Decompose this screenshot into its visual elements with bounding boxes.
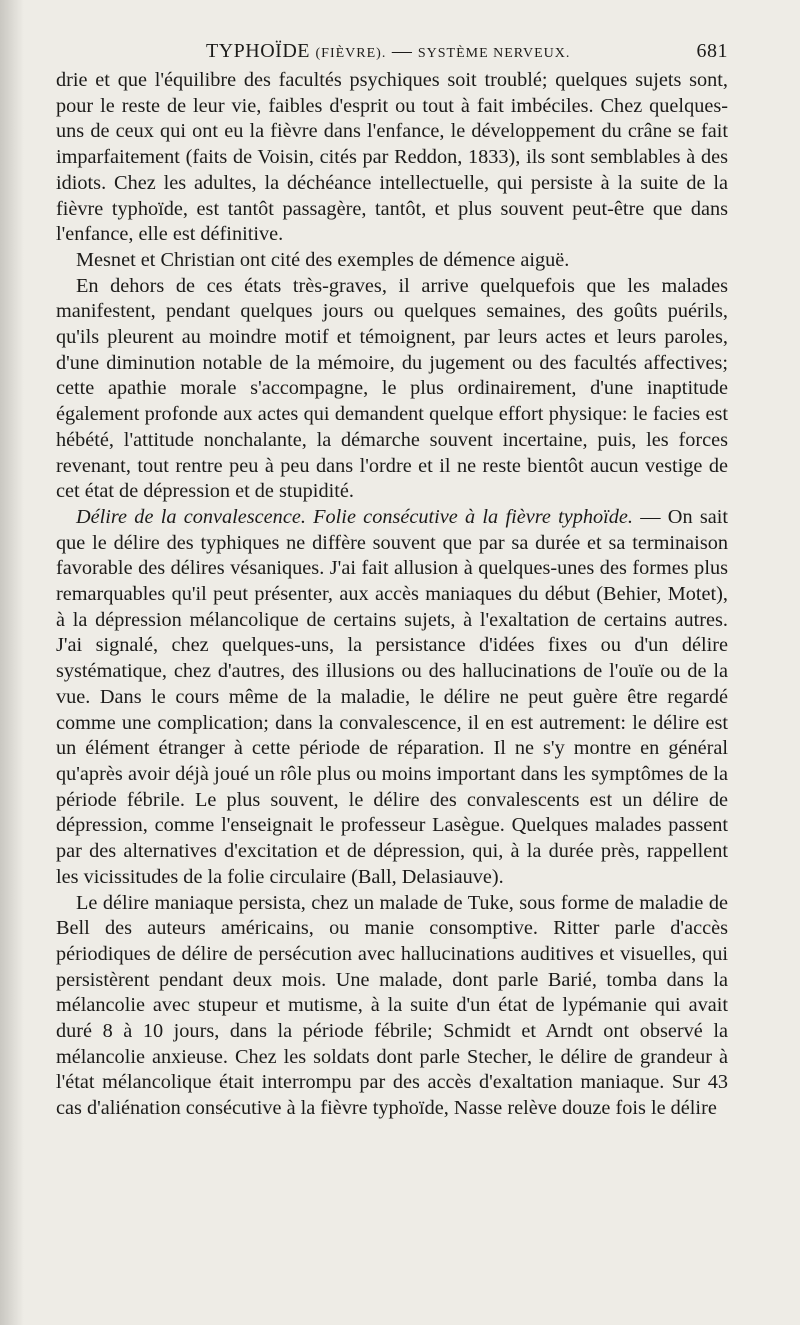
page-gutter-shadow [0,0,24,1325]
paragraph-continued: drie et que l'équilibre des facultés psychiques soit troublé; quelques sujets sont, pour le reste de leur vie, faibles d'esprit ou tout à fait imbéciles. Chez quelques-uns de ceux qui ont eu la fièvre dans l'enfance, le développement du crâne se fait imparfaitement (faits de Voisin, cités par Reddon, 1833), ils sont semblables à des idiots. Chez les adultes, la déchéance intellectuelle, qui persiste à la suite de la fièvre typhoïde, est tantôt passagère, tantôt, et plus souvent peut-être que dans l'enfance, elle est définitive. [56,69,728,246]
running-title-paren: (FIÈVRE). [315,46,387,61]
running-title [206,40,570,63]
running-title-main: TYPHOÏDE [206,40,310,62]
running-header [56,38,728,68]
paragraph-with-heading [56,505,728,891]
paragraph: Mesnet et Christian ont cité des exemples de démence aiguë. [76,248,570,271]
running-title-section: SYSTÈME NERVEUX. [417,46,571,61]
section-heading: Délire de la convalescence. Folie consécutive à la fièvre typhoïde. [76,505,634,528]
body-text [56,68,728,1122]
paragraph-text: — On sait que le délire des typhiques ne diffère souvent que par sa durée et sa terminaison favorable des délires vésaniques. J'ai fait allusion à quelques-unes des formes plus remarquables qu'il peut présenter, aux accès maniaques du début (Behier, Motet), à la dépression mélancolique de certains sujets, à l'exaltation de certains autres. J'ai signalé, chez quelques-uns, la persistance d'idées fixes ou d'un délire systématique, chez d'autres, des illusions ou des hallucinations de l'ouïe ou de la vue. Dans le cours même de la maladie, le délire ne peut guère être regardé comme une complication; dans la convalescence, il en est autrement: le délire est un élément étranger à cette période de réparation. Il ne s'y montre en général qu'après avoir déjà joué un rôle plus ou moins important dans les symptômes de la période fébrile. Le plus souvent, le délire des convalescents est un délire de dépression, comme l'enseignait le professeur Lasègue. Quelques malades passent par des alternatives d'excitation et de dépression, qui, à la durée près, rappellent les vicissitudes de la folie circulaire (Ball, Delasiauve). [56,505,728,888]
running-title-dash: — [391,40,413,62]
paragraph: Le délire maniaque persista, chez un malade de Tuke, sous forme de maladie de Bell des auteurs américains, ou manie consomptive. Ritter parle d'accès périodiques de délire de persécution avec hallucinations auditives et visuelles, qui persistèrent pendant deux mois. Une malade, dont parle Barié, tomba dans la mélancolie avec stupeur et mutisme, à la suite d'un état de lypémanie qui avait duré 8 à 10 jours, dans la période fébrile; Schmidt et Arndt ont observé la mélancolie anxieuse. Chez les soldats dont parle Stecher, le délire de grandeur à l'état mélancolique était interrompu par des accès d'exaltation maniaque. Sur 43 cas d'aliénation consécutive à la fièvre typhoïde, Nasse relève douze fois le délire [56,891,728,1120]
page-content [56,38,728,1122]
page-number: 681 [696,40,728,62]
paragraph: En dehors de ces états très-graves, il arrive quelquefois que les malades manifestent, pendant quelques jours ou quelques semaines, des goûts puérils, qu'ils pleurent au moindre motif et témoignent, par leurs actes et leurs paroles, d'une diminution notable de la mémoire, du jugement ou des facultés affectives; cette apathie morale s'accompagne, le plus ordinairement, d'une inaptitude également profonde aux actes qui demandent quelque effort physique: le facies est hébété, l'attitude nonchalante, la démarche souvent incertaine, puis, les forces revenant, tout rentre peu à peu dans l'ordre et il ne reste bientôt aucun vestige de cet état de dépression et de stupidité. [56,274,728,503]
